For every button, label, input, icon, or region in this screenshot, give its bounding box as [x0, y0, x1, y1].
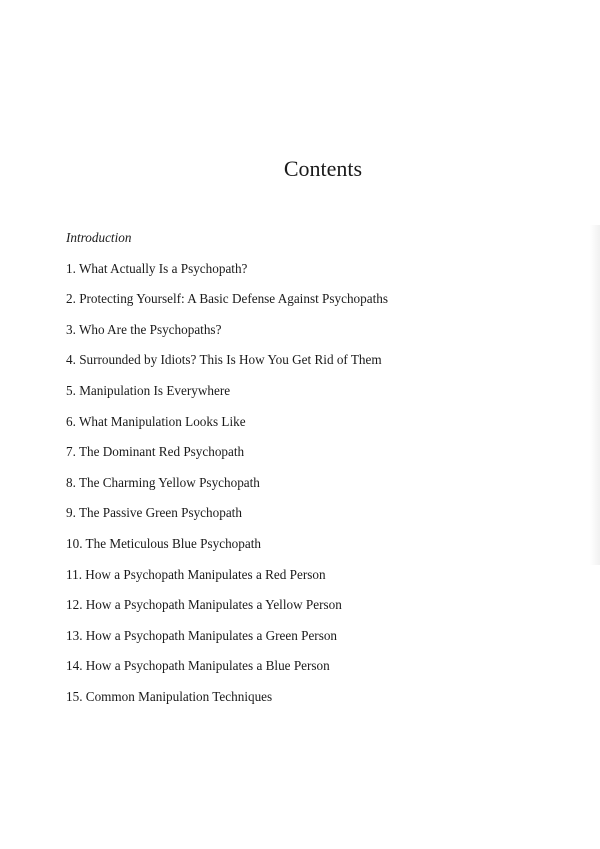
toc-entry-introduction: Introduction: [66, 230, 132, 245]
toc-entry: 13. How a Psychopath Manipulates a Green Person: [66, 627, 338, 643]
page-edge-shadow: [590, 225, 600, 565]
toc-entry: 9. The Passive Green Psychopath: [66, 505, 242, 521]
toc-entry: 2. Protecting Yourself: A Basic Defense Against Psychopaths: [66, 291, 388, 307]
toc-entry: 5. Manipulation Is Everywhere: [66, 382, 231, 398]
toc-entry: 8. The Charming Yellow Psychopath: [66, 474, 260, 490]
toc-entry: 7. The Dominant Red Psychopath: [66, 444, 245, 460]
toc-entry: 12. How a Psychopath Manipulates a Yellow Person: [66, 597, 342, 613]
toc-entry: 15. Common Manipulation Techniques: [66, 688, 273, 704]
toc-entry: 4. Surrounded by Idiots? This Is How You Get Rid of Them: [66, 352, 382, 368]
toc-entry: 3. Who Are the Psychopaths?: [66, 321, 222, 337]
toc-entry: 1. What Actually Is a Psychopath?: [66, 260, 248, 276]
toc-entry: 10. The Meticulous Blue Psychopath: [66, 535, 261, 551]
table-of-contents: [66, 229, 388, 719]
toc-entry: 14. How a Psychopath Manipulates a Blue Person: [66, 658, 330, 674]
toc-entry: 6. What Manipulation Looks Like: [66, 413, 246, 429]
page-title: Contents: [283, 156, 363, 181]
toc-entry: 11. How a Psychopath Manipulates a Red Person: [66, 566, 326, 582]
